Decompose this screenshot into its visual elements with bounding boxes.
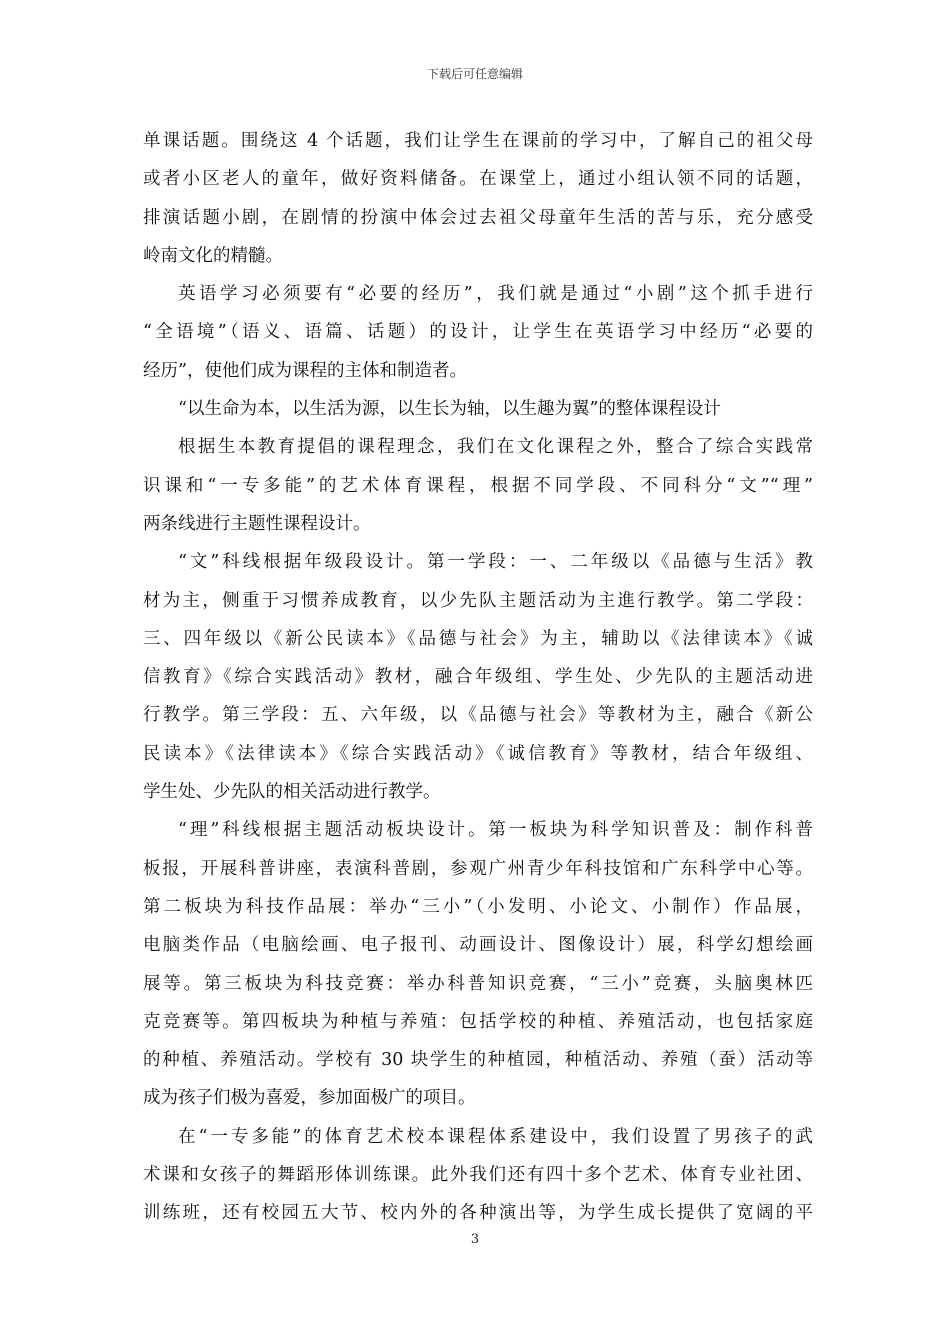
text-line: 电脑类作品（电脑绘画、电子报刊、动画设计、图像设计）展，科学幻想绘画 (143, 935, 813, 956)
paragraph (143, 1118, 813, 1233)
text-line: 克竞赛等。第四板块为种植与养殖：包括学校的种植、养殖活动，也包括家庭 (143, 1011, 813, 1032)
text-line: “理”科线根据主题活动板块设计。第一板块为科学知识普及：制作科普 (178, 820, 813, 841)
text-line: 英语学习必须要有“必要的经历”，我们就是通过“小剧”这个抓手进行 (178, 284, 813, 305)
paragraph (143, 543, 813, 811)
document-body (143, 122, 813, 1233)
section-heading (143, 390, 813, 428)
paragraph (143, 428, 813, 543)
text-line: 术课和女孩子的舞蹈形体训练课。此外我们还有四十多个艺术、体育专业社团、 (143, 1165, 813, 1186)
paragraph (143, 122, 813, 275)
paragraph (143, 275, 813, 390)
text-line: 在“一专多能”的体育艺术校本课程体系建设中，我们设置了男孩子的武 (178, 1126, 813, 1147)
text-line: 单课话题。围绕这 4 个话题，我们让学生在课前的学习中，了解自己的祖父母 (143, 131, 813, 151)
text-line: “以生命为本，以生活为源，以生长为轴，以生趣为翼”的整体课程设计 (178, 399, 721, 420)
paragraph (143, 811, 813, 1117)
text-line: 训练班，还有校园五大节、校内外的各种演出等，为学生成长提供了宽阔的平 (143, 1203, 813, 1224)
text-line: 成为孩子们极为喜爱，参加面极广的项目。 (143, 1088, 476, 1109)
text-line: 经历”，使他们成为课程的主体和制造者。 (143, 360, 467, 381)
text-line: 板报，开展科普讲座，表演科普剧，参观广州青少年科技馆和广东科学中心等。 (143, 858, 813, 879)
text-line: 两条线进行主题性课程设计。 (143, 513, 371, 534)
text-line: 根据生本教育提倡的课程理念，我们在文化课程之外，整合了综合实践常 (178, 437, 813, 458)
text-line: 岭南文化的精髓。 (143, 245, 283, 266)
text-line: 识课和“一专多能”的艺术体育课程，根据不同学段、不同科分“文”“理” (143, 475, 813, 496)
text-line: 民读本》《法律读本》《综合实践活动》《诚信教育》等教材，结合年级组、 (143, 743, 813, 764)
text-line: 的种植、养殖活动。学校有 30 块学生的种植园，种植活动、养殖（蚕）活动等 (143, 1050, 813, 1071)
text-line: 第二板块为科技作品展：举办“三小”（小发明、小论文、小制作）作品展， (143, 896, 813, 917)
text-line: 排演话题小剧，在剧情的扮演中体会过去祖父母童年生活的苦与乐，充分感受 (143, 207, 813, 228)
page-number: 3 (470, 1232, 480, 1247)
text-line: 材为主，侧重于习惯养成教育，以少先队主题活动为主進行教学。第二学段： (143, 590, 813, 611)
text-line: 或者小区老人的童年，做好资料储备。在课堂上，通过小组认领不同的话题， (143, 169, 813, 190)
text-line: “全语境”（语义、语篇、话题）的设计，让学生在英语学习中经历“必要的 (143, 322, 813, 343)
text-line: 三、四年级以《新公民读本》《品德与社会》为主，辅助以《法律读本》《诚 (143, 628, 813, 649)
text-line: 展等。第三板块为科技竞赛：举办科普知识竞赛，“三小”竞赛，头脑奥林匹 (143, 973, 813, 994)
text-line: “文”科线根据年级段设计。第一学段：一、二年级以《品德与生活》教 (178, 552, 813, 573)
text-line: 学生处、少先队的相关活动进行教学。 (143, 782, 441, 803)
page-header: 下载后可任意编辑 (426, 67, 523, 81)
text-line: 信教育》《综合实践活动》教材，融合年级组、学生处、少先队的主题活动进 (143, 667, 813, 688)
text-line: 行教学。第三学段：五、六年级，以《品德与社会》等教材为主，融合《新公 (143, 705, 813, 726)
